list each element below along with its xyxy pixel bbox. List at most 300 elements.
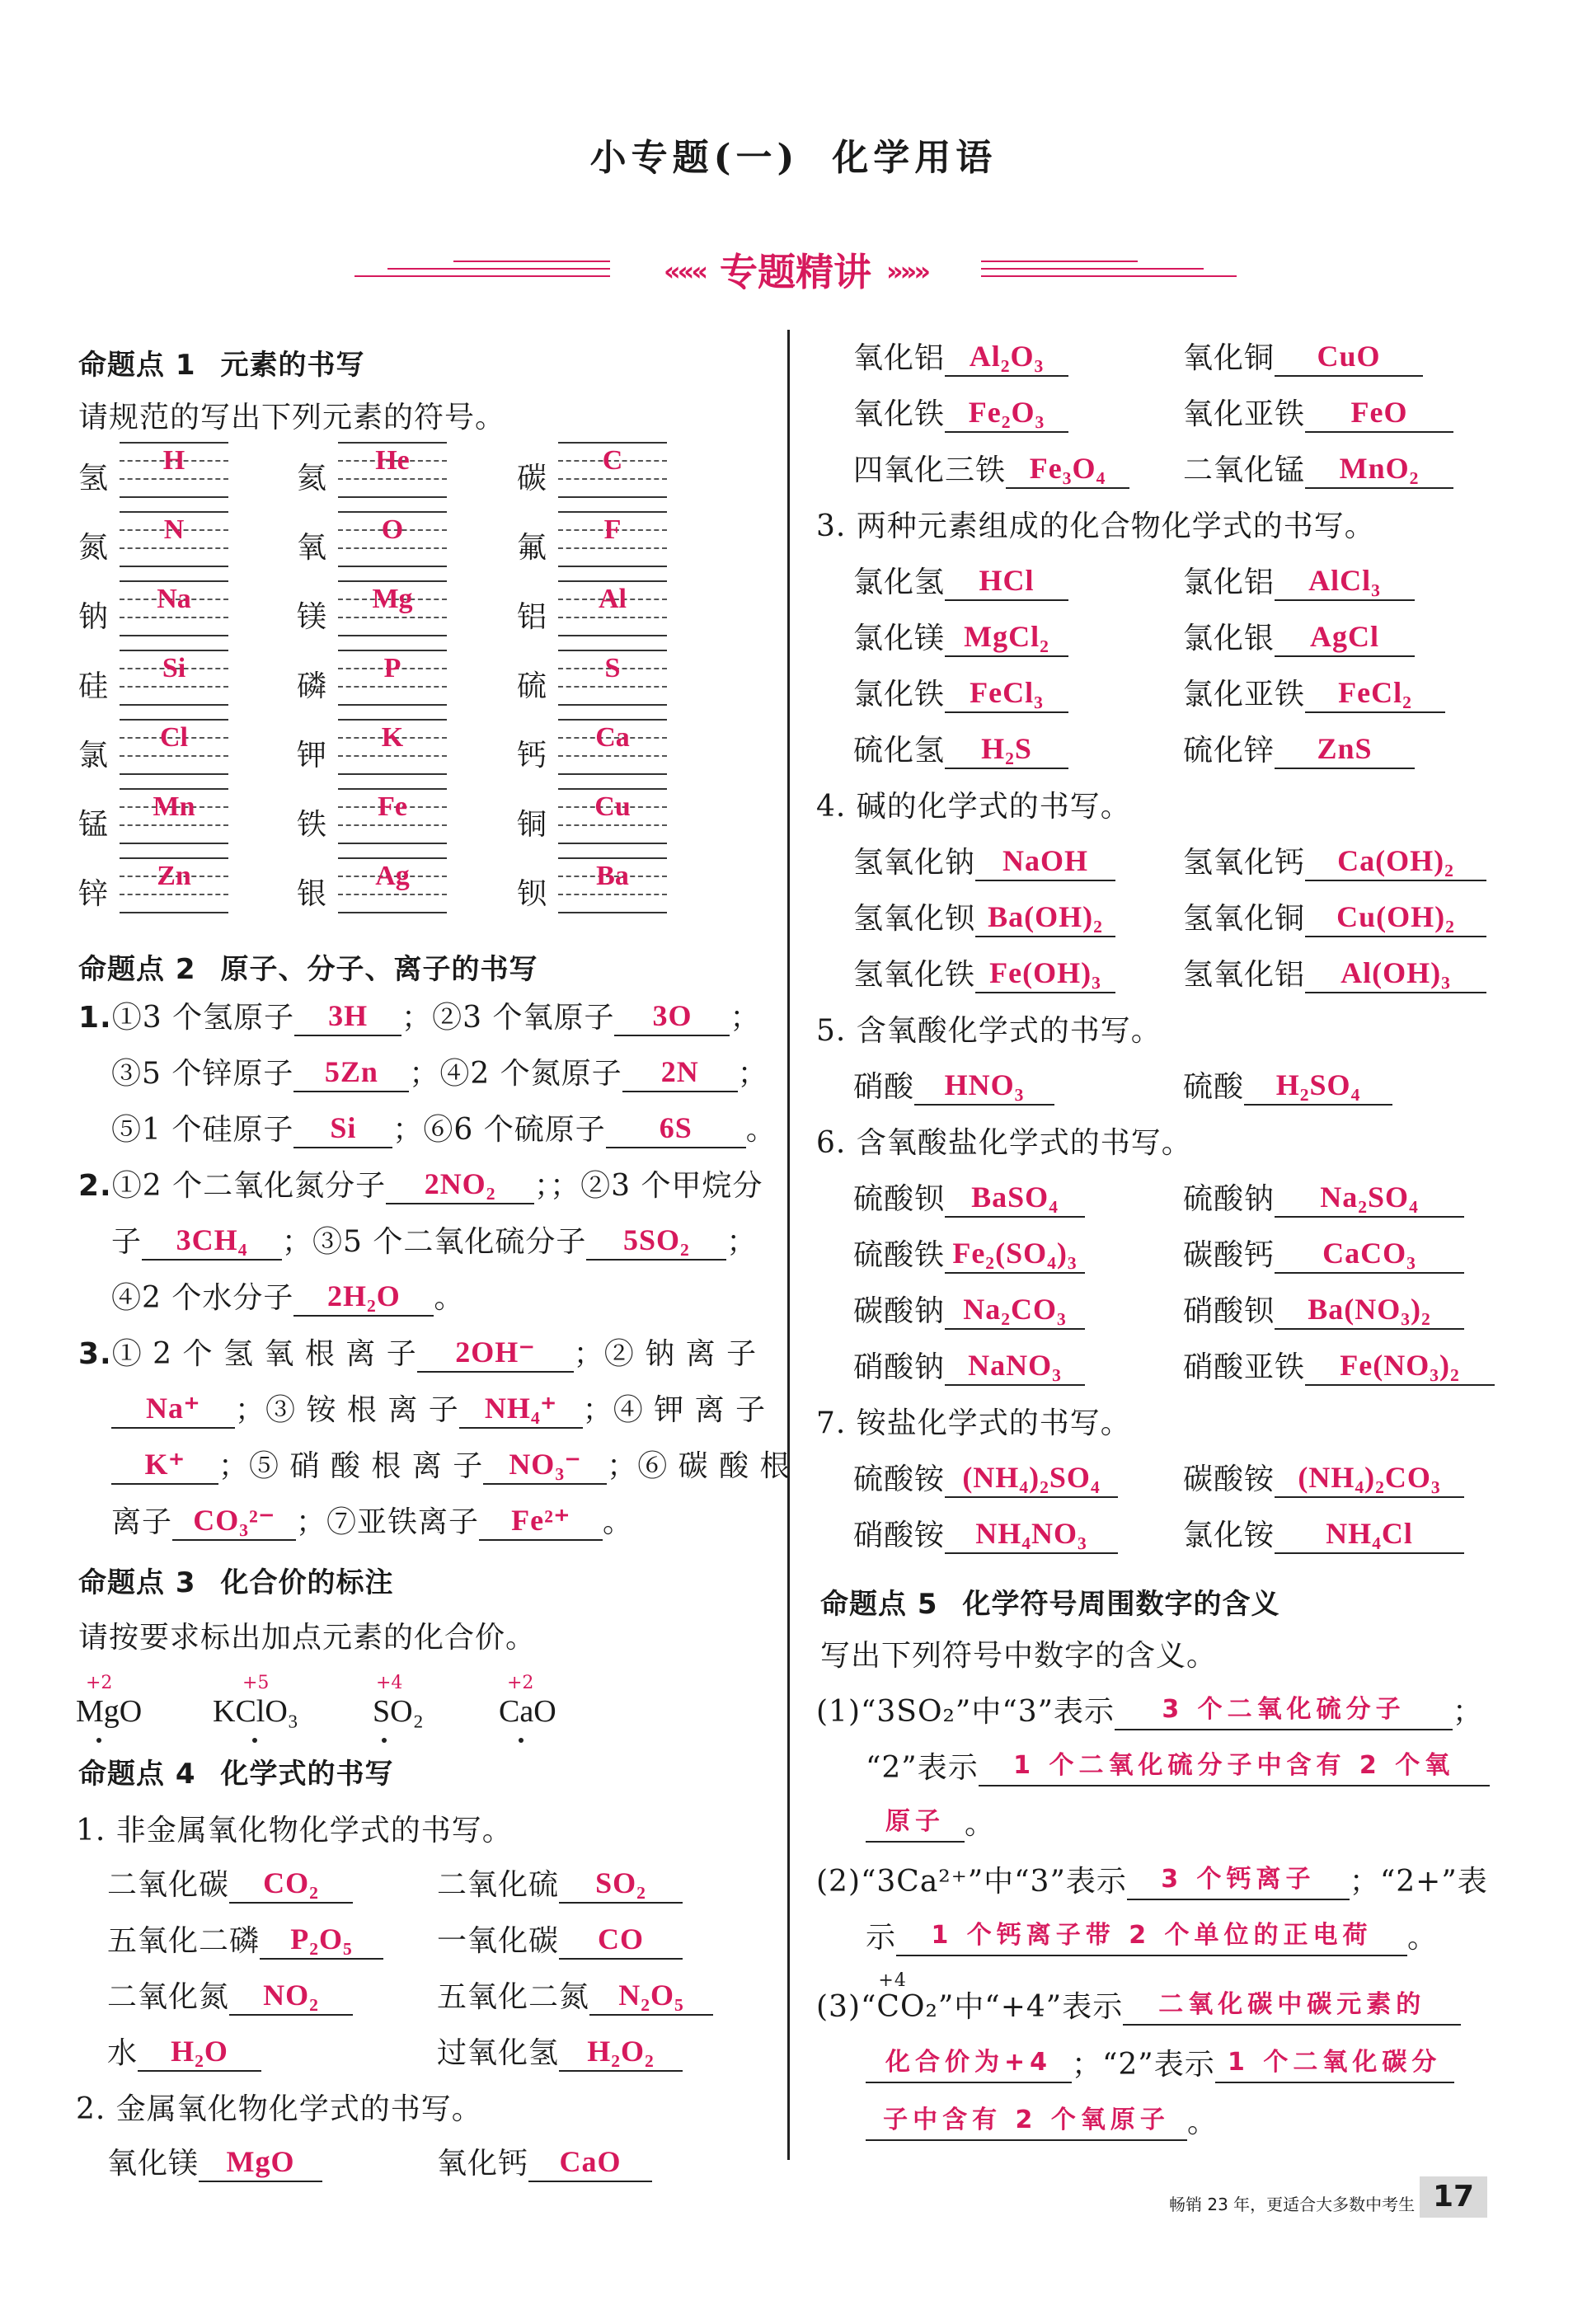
question-title: 2. 金属氧化物化学式的书写。 [76,2092,482,2126]
compound-name: 氯化银 [1183,622,1275,655]
element-name: 氢 [78,462,109,495]
element-cell [78,646,243,716]
four-line-writing-box [338,646,447,711]
formula-item [853,335,1068,377]
formula-item [107,1862,353,1904]
compound-name: 硝酸亚铁 [1183,1350,1306,1384]
formula-item [853,895,1115,937]
element-cell [297,854,462,923]
answer-blank: BaSO₄ [945,1178,1085,1218]
four-line-writing-box [120,508,228,572]
page-number: 17 [1420,2176,1487,2218]
answer-blank: (NH₄)₂CO₃ [1275,1458,1464,1498]
formula-item [853,1344,1085,1386]
answer-blank: NO₃⁻ [483,1445,607,1485]
compound-name: 二氧化锰 [1183,453,1306,487]
s2-q1-line3: ⑤1 个硅原子 Si ；⑥6 个硫原子 6S 。 [111,1106,777,1148]
element-name: 硅 [78,669,109,703]
formula-item [107,2030,261,2072]
compound-name: 氧化亚铁 [1183,397,1306,431]
answer-blank: NaNO₃ [945,1346,1085,1386]
element-symbol: Mg [372,584,413,614]
s2-q2-line2: 子 3CH₄ ；③5 个二氧化硫分子 5SO₂ ； [111,1218,757,1261]
answer-blank: FeCl₃ [945,674,1068,713]
element-name: 氦 [297,462,327,495]
formula-item [1183,1512,1464,1554]
formula-item [107,2140,322,2182]
compound-name: 碳酸钠 [853,1294,946,1328]
element-symbol: Si [162,653,186,683]
answer-blank: 二氧化碳中碳元素的 [1123,1986,1461,2026]
formula-item [1183,335,1423,377]
compound-name: 氧化钙 [437,2147,529,2181]
element-symbol: O [381,514,404,545]
four-line-writing-box [558,439,667,503]
answer-blank: (NH₄)₂SO₄ [945,1458,1118,1498]
element-name: 钠 [78,600,109,634]
section-5-label: 命题点 5 [820,1588,938,1621]
element-symbol: K [381,722,404,753]
compound-name: 硝酸钠 [853,1350,946,1384]
element-cell [297,785,462,854]
formula-item [1183,1232,1464,1274]
question-title: 1. 非金属氧化物化学式的书写。 [76,1814,513,1847]
answer-blank: 5SO₂ [586,1221,726,1261]
formula-item [437,1974,713,2016]
compound-name: 碳酸钙 [1183,1238,1275,1272]
four-line-writing-box [338,439,447,503]
element-name: 铝 [517,600,547,634]
answer-blank: Ba(NO₃)₂ [1275,1290,1464,1330]
answer-blank: 1 个二氧化硫分子中含有 2 个氧 [979,1747,1490,1786]
emphasis-dot [252,1738,257,1743]
answer-blank: H₂SO₄ [1244,1066,1392,1106]
answer-blank: N₂O₅ [589,1976,713,2016]
element-cell [517,646,682,716]
formula-item [1183,1456,1464,1498]
element-cell [78,439,243,508]
answer-blank: MgCl₂ [945,617,1068,657]
compound-name: 硝酸 [853,1070,915,1104]
four-line-writing-box [120,785,228,849]
element-cell [78,716,243,785]
compound-name: 氢氧化铁 [853,958,976,992]
element-symbol: P [383,653,401,683]
compound-name: 氯化氢 [853,566,946,599]
banner-label [627,242,965,297]
element-symbol: Na [157,584,191,614]
s5-q1-line1: (1)“3SO₂”中“3”表示 3 个二氧化硫分子 ； [816,1688,1483,1730]
formula-item [853,1176,1085,1218]
emphasis-dot [96,1738,101,1743]
formula-item [1183,391,1453,433]
s2-q2-line3: ④2 个水分子 2H₂O 。 [111,1275,464,1317]
element-name: 铜 [517,808,547,842]
compound-name: 二氧化碳 [107,1868,230,1902]
answer-blank: CaCO₃ [1275,1234,1464,1274]
valence-item: +2 CaO [499,1673,556,1729]
answer-blank: 2H₂O [293,1277,434,1317]
answer-blank: HCl [945,561,1068,601]
question-title: 3. 两种元素组成的化合物化学式的书写。 [816,509,1375,543]
question-title: 7. 铵盐化学式的书写。 [816,1406,1131,1440]
answer-blank: 6S [606,1109,746,1148]
formula-item [853,447,1129,489]
answer-blank: CO [559,1920,683,1960]
answer-blank: CO₃²⁻ [172,1501,296,1541]
formula-item [437,1918,683,1960]
question-title: 4. 碱的化学式的书写。 [816,790,1131,824]
section-3-name: 化合价的标注 [220,1566,394,1599]
banner-lines-left [354,261,610,284]
element-symbol: Ba [596,861,629,891]
formula-item [853,1232,1085,1274]
element-symbol: C [602,445,623,476]
answer-blank: ZnS [1275,730,1415,769]
element-name: 碳 [517,462,547,495]
valence-mark: +4 [878,1970,907,1991]
answer-blank: Si [293,1109,392,1148]
compound-name: 氢氧化钡 [853,902,976,936]
formula-item [853,615,1068,657]
element-symbol: Fe [378,791,407,822]
section-2-label: 命题点 2 [78,953,196,986]
answer-blank: MgO [199,2143,322,2182]
emphasis-dot [519,1738,524,1743]
element-name: 硫 [517,669,547,703]
four-line-writing-box [120,854,228,918]
answer-blank: 3 个二氧化硫分子 [1115,1691,1453,1730]
answer-blank: CaO [528,2143,652,2182]
formula-item [853,951,1115,993]
compound-name: 水 [107,2036,139,2070]
answer-blank: Al₂O₃ [945,337,1068,377]
compound-name: 氧化铜 [1183,341,1275,375]
four-line-writing-box [558,854,667,918]
s5-q2-line2: 示 1 个钙离子带 2 个单位的正电荷 。 [866,1914,1438,1956]
compound-name: 硫酸 [1183,1070,1245,1104]
element-name: 氟 [517,531,547,565]
answer-blank: Al(OH)₃ [1305,954,1486,993]
four-line-writing-box [338,716,447,780]
formula-item [853,839,1115,881]
answer-blank: Na₂CO₃ [945,1290,1085,1330]
s5-q3-line3: 子中含有 2 个氧原子 。 [866,2099,1218,2141]
formula-item [853,1512,1118,1554]
section-3-intro: 请按要求标出加点元素的化合价。 [78,1621,537,1655]
question-title: 6. 含氧酸盐化学式的书写。 [816,1126,1192,1160]
s2-q3-line1: 3.① 2 个 氢 氧 根 离 子 2OH⁻ ；② 钠 离 子 [78,1331,757,1373]
compound-name: 二氧化硫 [437,1868,560,1902]
compound-name: 氢氧化钙 [1183,846,1306,880]
page-title-part1: 小专题(一) [589,137,800,179]
element-cell [297,646,462,716]
answer-blank: Fe²⁺ [479,1501,603,1541]
section-1-label: 命题点 1 [78,349,196,382]
section-3-label: 命题点 3 [78,1566,196,1599]
element-name: 磷 [297,669,327,703]
s2-q3-line3: K⁺ ；⑤ 硝 酸 根 离 子 NO₃⁻ ；⑥ 碳 酸 根 [111,1443,791,1485]
answer-blank: 子中含有 2 个氧原子 [866,2101,1187,2141]
answer-blank: H₂O₂ [559,2032,683,2072]
answer-blank: NH₄Cl [1275,1514,1464,1554]
element-cell [297,716,462,785]
formula-item [1183,895,1486,937]
formula-item [853,391,1068,433]
section-1-intro: 请规范的写出下列元素的符号。 [78,401,506,434]
formula-item [853,1456,1118,1498]
element-name: 钙 [517,739,547,772]
formula-item [853,671,1068,713]
compound-name: 氧化铁 [853,397,946,431]
s5-q3-line1: (3)“ +4 CO₂”中“+4”表示 二氧化碳中碳元素的 [816,1984,1461,2026]
answer-blank: 3H [294,997,401,1036]
formula-item [1183,1063,1392,1106]
answer-blank: 3 个钙离子 [1127,1861,1350,1900]
answer-blank: NH₄⁺ [459,1389,583,1429]
four-line-writing-box [120,439,228,503]
element-symbol: Al [599,584,627,614]
valence-item: +4 SO₂ [373,1673,424,1729]
four-line-writing-box [558,646,667,711]
answer-blank: 1 个钙离子带 2 个单位的正电荷 [896,1917,1407,1956]
element-name: 钾 [297,739,327,772]
answer-blank: Fe(OH)₃ [975,954,1115,993]
page-title [0,128,1587,181]
answer-blank: NO₂ [229,1976,353,2016]
section-banner [354,239,1237,305]
answer-blank: 3CH₄ [142,1221,282,1261]
s5-q1-line3: 原子 。 [866,1801,995,1843]
compound-name: 氯化铁 [853,678,946,711]
element-name: 氮 [78,531,109,565]
compound-name: 一氧化碳 [437,1924,560,1958]
formula-item [1183,559,1415,601]
element-name: 氧 [297,531,327,565]
four-line-writing-box [338,854,447,918]
compound-name: 氧化镁 [107,2147,200,2181]
section-3-title [78,1560,394,1600]
element-symbol: S [604,653,621,683]
element-symbol: H [162,445,185,476]
formula-item [853,1063,1054,1106]
answer-blank: 原子 [866,1803,965,1843]
four-line-writing-box [558,577,667,641]
formula-item [853,1288,1085,1330]
four-line-writing-box [558,716,667,780]
answer-blank: 化合价为+4 [866,2044,1072,2083]
compound-name: 氯化铵 [1183,1519,1275,1552]
answer-blank: SO₂ [559,1864,683,1904]
compound-name: 氢氧化铝 [1183,958,1306,992]
formula-item [1183,951,1486,993]
section-1-title [78,342,365,383]
compound-name: 硫酸铁 [853,1238,946,1272]
compound-name: 过氧化氢 [437,2036,560,2070]
answer-blank: Ca(OH)₂ [1305,842,1486,881]
s2-q3-line2: Na⁺ ；③ 铵 根 离 子 NH₄⁺ ；④ 钾 离 子 [111,1387,766,1429]
answer-blank: Cu(OH)₂ [1305,898,1486,937]
answer-blank: AlCl₃ [1275,561,1415,601]
element-name: 锰 [78,808,109,842]
four-line-writing-box [558,508,667,572]
compound-name: 硝酸铵 [853,1519,946,1552]
compound-name: 硫化氢 [853,734,946,768]
answer-blank: 3O [614,997,730,1036]
formula-item [1183,839,1486,881]
answer-blank: Fe₂(SO₄)₃ [945,1234,1085,1274]
compound-name: 氯化铝 [1183,566,1275,599]
s5-q3-line2: 化合价为+4 ；“2”表示 1 个二氧化碳分 [866,2041,1454,2083]
answer-blank: AgCl [1275,617,1415,657]
four-line-writing-box [338,785,447,849]
section-4-name: 化学式的书写 [220,1758,394,1791]
formula-item [107,1974,353,2016]
formula-item [1183,671,1445,713]
element-cell [517,439,682,508]
compound-name: 氯化镁 [853,622,946,655]
element-name: 铁 [297,808,327,842]
element-cell [517,577,682,646]
element-symbol: Ag [375,861,410,891]
four-line-writing-box [120,716,228,780]
banner-left-arrows-icon: ««« [663,256,705,287]
formula-item [1183,447,1453,489]
four-line-writing-box [120,646,228,711]
answer-blank: 5Zn [293,1053,409,1092]
banner-lines-right [981,261,1237,284]
answer-blank: H₂S [945,730,1068,769]
s5-q2-line1: (2)“3Ca²⁺”中“3”表示 3 个钙离子 ；“2+”表 [816,1858,1488,1900]
element-cell [297,508,462,577]
element-name: 钡 [517,877,547,911]
formula-item [1183,1288,1464,1330]
answer-blank: 2NO₂ [386,1165,534,1204]
answer-blank: NaOH [975,842,1115,881]
banner-right-arrows-icon: »»» [886,256,928,287]
section-5-name: 化学符号周围数字的含义 [962,1588,1280,1621]
answer-blank: FeO [1305,393,1453,433]
element-name: 氯 [78,739,109,772]
compound-name: 硫酸铵 [853,1462,946,1496]
answer-blank: P₂O₅ [260,1920,383,1960]
answer-blank: CO₂ [229,1864,353,1904]
valence-item: +5 KClO₃ [213,1673,299,1729]
compound-name: 硫化锌 [1183,734,1275,768]
compound-name: 硫酸钠 [1183,1182,1275,1216]
section-5-title [820,1581,1280,1622]
section-1-name: 元素的书写 [220,349,365,382]
element-cell [517,854,682,923]
formula-item [1183,1176,1464,1218]
element-symbol: F [603,514,622,545]
formula-item [853,559,1068,601]
section-5-intro: 写出下列符号中数字的含义。 [820,1639,1218,1673]
footer-slogan: 畅销 23 年，更适合大多数中考生 [1169,2195,1416,2214]
compound-name: 二氧化氮 [107,1980,230,2014]
element-cell [297,439,462,508]
section-4-label: 命题点 4 [78,1758,196,1791]
s2-q1-line2: ③5 个锌原子 5Zn ；④2 个氮原子 2N ； [111,1050,768,1092]
answer-blank: K⁺ [111,1445,218,1485]
element-name: 镁 [297,600,327,634]
compound-name: 五氧化二磷 [107,1924,261,1958]
formula-item [1183,615,1415,657]
compound-name: 氢氧化钠 [853,846,976,880]
answer-blank: MnO₂ [1305,449,1453,489]
element-symbol: Ca [595,722,630,753]
answer-blank: H₂O [138,2032,261,2072]
answer-blank: Na₂SO₄ [1275,1178,1464,1218]
answer-blank: Fe(NO₃)₂ [1305,1346,1495,1386]
section-4-title [78,1751,394,1791]
compound-name: 氢氧化铜 [1183,902,1306,936]
formula-item [437,2140,652,2182]
question-title: 5. 含氧酸化学式的书写。 [816,1014,1162,1048]
page-title-part2: 化学用语 [832,137,998,179]
s5-q1-line2: “2”表示 1 个二氧化硫分子中含有 2 个氧 [866,1744,1490,1786]
formula-item [1183,1344,1495,1386]
element-symbol: Cu [594,791,631,822]
answer-blank: NH₄NO₃ [945,1514,1118,1554]
element-name: 锌 [78,877,109,911]
element-symbol: N [163,514,185,545]
four-line-writing-box [120,577,228,641]
element-symbol: Mn [153,791,195,822]
compound-name: 氧化铝 [853,341,946,375]
element-cell [297,577,462,646]
compound-name: 硫酸钡 [853,1182,946,1216]
four-line-writing-box [338,508,447,572]
answer-blank: FeCl₂ [1305,674,1445,713]
answer-blank: Fe₂O₃ [945,393,1068,433]
compound-name: 四氧化三铁 [853,453,1007,487]
four-line-writing-box [338,577,447,641]
formula-item [107,1918,383,1960]
column-divider [787,330,790,2160]
answer-blank: CuO [1275,337,1423,377]
valence-item: +2 MgO [76,1673,143,1729]
formula-item [1183,727,1415,769]
formula-item [853,727,1068,769]
element-cell [517,508,682,577]
formula-item [437,2030,683,2072]
compound-name: 五氧化二氮 [437,1980,590,2014]
compound-name: 氯化亚铁 [1183,678,1306,711]
emphasis-dot [382,1738,387,1743]
answer-blank: 2OH⁻ [417,1333,574,1373]
element-cell [78,508,243,577]
element-cell [517,716,682,785]
answer-blank: Na⁺ [111,1389,235,1429]
element-symbol: He [375,445,410,476]
s2-q3-line4: 离子 CO₃²⁻ ；⑦亚铁离子 Fe²⁺ 。 [111,1499,633,1541]
answer-blank: HNO₃ [914,1066,1054,1106]
s2-q2-line1: 2.①2 个二氧化氮分子 2NO₂ ；；②3 个甲烷分 [78,1162,763,1204]
element-cell [78,854,243,923]
section-2-title [78,946,538,987]
section-2-name: 原子、分子、离子的书写 [220,953,538,986]
element-cell [517,785,682,854]
element-symbol: Cl [160,722,188,753]
element-cell [78,577,243,646]
element-symbol: Zn [157,861,191,891]
compound-name: 硝酸钡 [1183,1294,1275,1328]
answer-blank: 1 个二氧化碳分 [1215,2044,1454,2083]
answer-blank: Ba(OH)₂ [975,898,1115,937]
compound-name: 碳酸铵 [1183,1462,1275,1496]
element-cell [78,785,243,854]
